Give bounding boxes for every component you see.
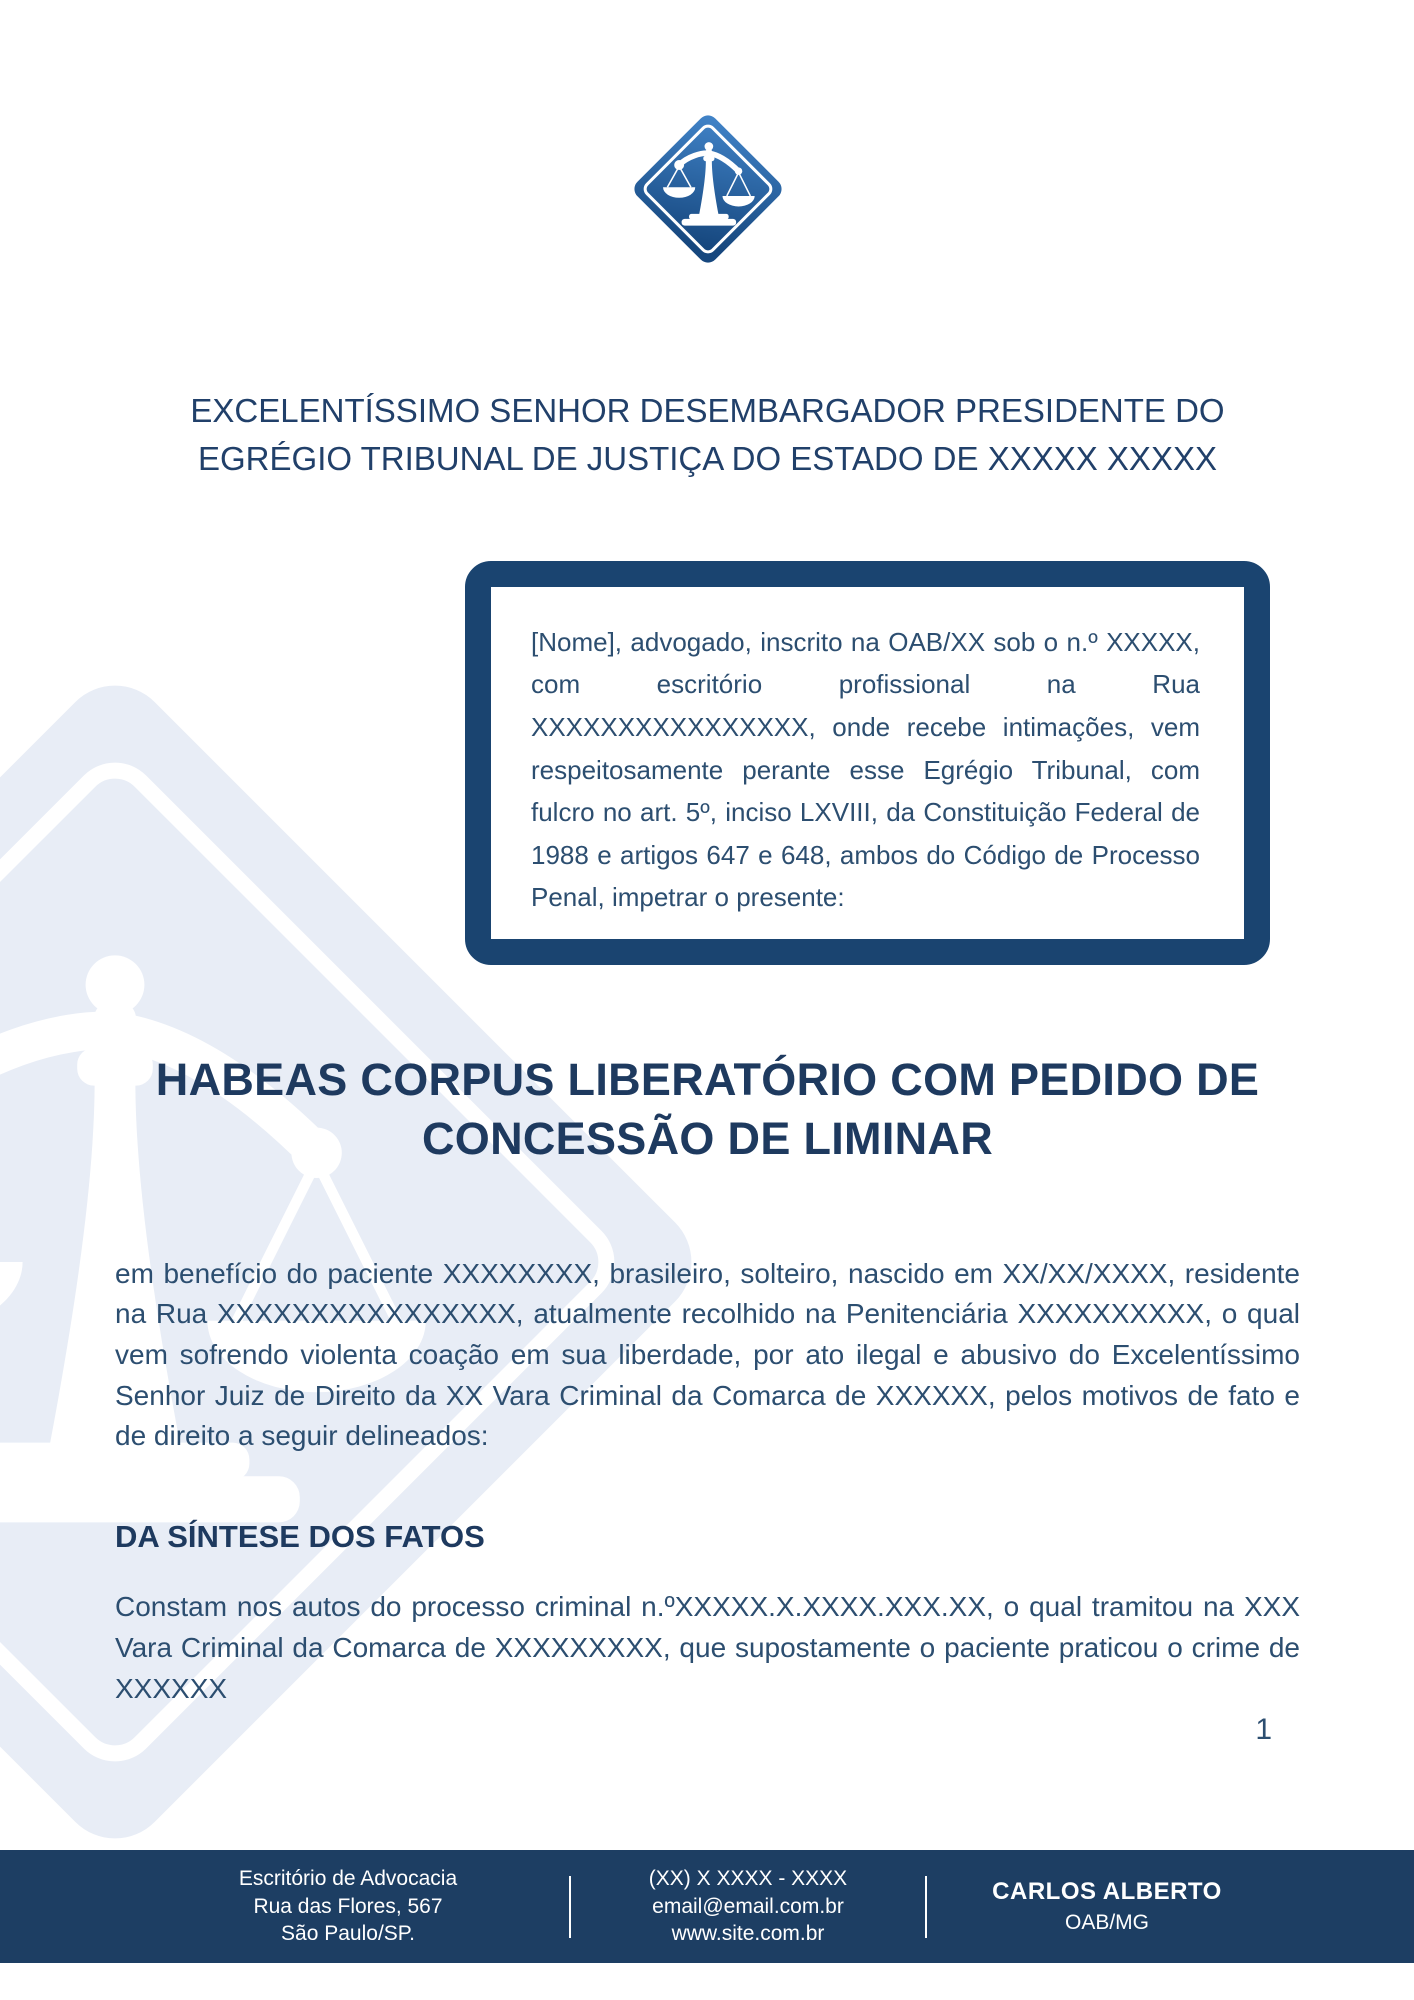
petition-title-line-1: HABEAS CORPUS LIBERATÓRIO COM PEDIDO DE <box>155 1054 1260 1106</box>
petition-title-line-2: CONCESSÃO DE LIMINAR <box>421 1113 994 1165</box>
footer-bar <box>0 1850 1414 1963</box>
logo-container <box>115 0 1300 275</box>
addressee-heading-line-1: EXCELENTÍSSIMO SENHOR DESEMBARGADOR PRESIDENTE DO <box>190 392 1225 429</box>
footer-office-address <box>127 1865 569 1948</box>
footer-lawyer-identification <box>927 1876 1287 1937</box>
lawyer-name: CARLOS ALBERTO <box>992 1877 1222 1905</box>
footer-website: www.site.com.br <box>671 1922 825 1946</box>
petitioner-qualification-box <box>465 561 1270 965</box>
opening-paragraph: em benefício do paciente XXXXXXXX, brasileiro, solteiro, nascido em XX/XX/XXXX, residente na Rua XXXXXXXXXXXXXXXX, atualmente recolhido na Penitenciária XXXXXXXXXX, o qual vem sofrendo violenta coação em sua liberdade, por ato ilegal e abusivo do Excelentíssimo Senhor Juiz de Direito da XX Vara Criminal da Comarca de XXXXXX, pelos motivos de fato e de direito a seguir delineados: <box>115 1257 1300 1452</box>
scales-of-justice-logo-icon <box>622 103 794 275</box>
page-number: 1 <box>1255 1713 1272 1747</box>
petitioner-qualification-text: [Nome], advogado, inscrito na OAB/XX sob o n.º XXXXX, com escritório profissional na Rua XXXXXXXXXXXXXXXX, onde recebe intimações, vem respeitosamente perante esse Egrégio Tribunal, com fulcro no art. 5º, inciso LXVIII, da Constituição Federal de 1988 e artigos 647 e 648, ambos do Código de Processo Penal, impetrar o presente: <box>531 626 1200 913</box>
facts-paragraph: Constam nos autos do processo criminal n.ºXXXXX.X.XXXX.XXX.XX, o qual tramitou na XXX Vara Criminal da Comarca de XXXXXXXXX, que supostamente o paciente praticou o crime de XXXXXX <box>115 1591 1300 1704</box>
section-heading-sintese-dos-fatos: DA SÍNTESE DOS FATOS <box>115 1518 485 1554</box>
footer-office-line-1: Escritório de Advocacia <box>238 1866 458 1890</box>
addressee-heading <box>115 387 1300 483</box>
footer-contact-info <box>571 1865 925 1948</box>
footer-phone: (XX) X XXXX - XXXX <box>648 1866 848 1890</box>
petition-title <box>115 1050 1300 1169</box>
addressee-heading-line-2: EGRÉGIO TRIBUNAL DE JUSTIÇA DO ESTADO DE XXXXX XXXXX <box>198 439 1217 477</box>
footer-email: email@email.com.br <box>652 1894 844 1918</box>
lawyer-oab-registration: OAB/MG <box>1064 1911 1149 1935</box>
footer-office-line-2: Rua das Flores, 567 <box>253 1894 443 1918</box>
footer-office-line-3: São Paulo/SP. <box>281 1922 415 1946</box>
